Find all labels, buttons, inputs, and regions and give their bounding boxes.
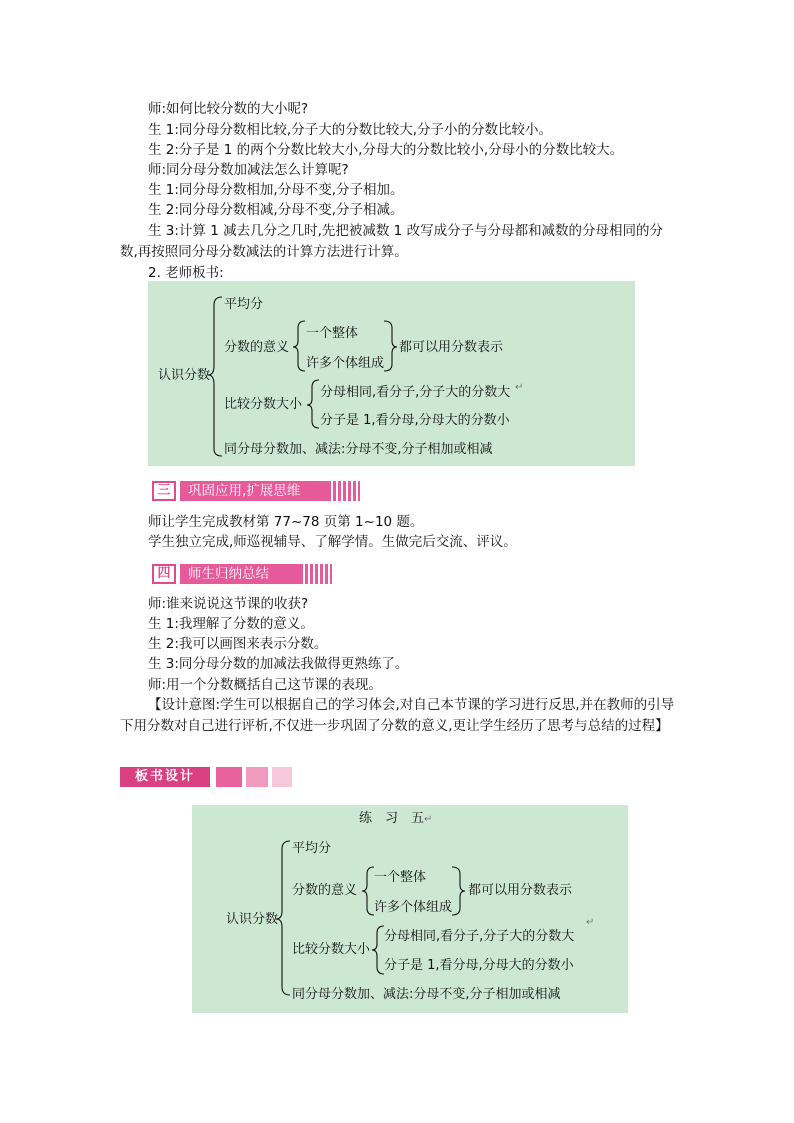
section-4-line-4: 生 3:同分母分数的加减法我做得更熟练了。: [148, 656, 409, 672]
section-4-header: [152, 564, 334, 584]
return-mark: ↵: [586, 917, 595, 928]
dialog-line-6: 生 2:同分母分数相减,分母不变,分子相减。: [148, 202, 404, 218]
deco-square-2: [246, 767, 268, 787]
tree-braces: [148, 281, 635, 466]
tree-item-add-subtract: 同分母分数加、减法:分母不变,分子相加或相减: [224, 442, 493, 457]
tree-result: 都可以用分数表示: [468, 883, 573, 898]
section-4-number: 四: [152, 564, 176, 584]
tree-result: 都可以用分数表示: [399, 340, 504, 355]
dialog-line-2: 生 1:同分母分数相比较,分子大的分数比较大,分子小的分数比较小。: [148, 122, 553, 138]
deco-square-1: [216, 767, 242, 787]
section-3-title: 巩固应用,扩展思维: [180, 481, 328, 501]
tree-sub-whole: 一个整体: [306, 326, 359, 341]
blackboard-heading: 2. 老师板书:: [148, 265, 224, 281]
tree-item-compare: 比较分数大小: [292, 942, 371, 957]
tree-sub-many: 许多个体组成: [374, 900, 453, 915]
section-4-line-2: 生 1:我理解了分数的意义。: [148, 616, 314, 632]
tree-sub-same-denominator: 分母相同,看分子,分子大的分数大: [320, 385, 511, 400]
board-title-text: 练 习 五: [359, 811, 425, 826]
blackboard-box-1: [148, 281, 635, 466]
section-3-line-2: 学生独立完成,师巡视辅导、了解学情。生做完后交流、评议。: [148, 534, 517, 550]
board-design-label: 板书设计: [120, 767, 210, 787]
tree-sub-many: 许多个体组成: [306, 356, 385, 371]
tree-item-average: 平均分: [292, 841, 332, 856]
tree-item-meaning: 分数的意义: [224, 340, 290, 355]
dialog-line-5: 生 1:同分母分数相加,分母不变,分子相加。: [148, 182, 404, 198]
tree-item-add-subtract: 同分母分数加、减法:分母不变,分子相加或相减: [292, 987, 561, 1002]
tree-sub-numerator-one: 分子是 1,看分母,分母大的分数小: [384, 958, 574, 973]
tree-item-meaning: 分数的意义: [292, 883, 358, 898]
section-4-line-3: 生 2:我可以画图来表示分数。: [148, 636, 328, 652]
section-3-header: [152, 481, 362, 501]
tree-root: 认识分数: [158, 368, 211, 383]
design-intent: 【设计意图:学生可以根据自己的学习体会,对自己本节课的学习进行反思,并在教师的引导下用分数对自己进行评析,不仅进一步巩固了分数的意义,更让学生经历了思考与总结的过程】: [120, 697, 675, 734]
dialog-line-1: 师:如何比较分数的大小呢?: [148, 101, 309, 117]
dialog-line-4: 师:同分母分数加减法怎么计算呢?: [148, 162, 349, 178]
tree-root: 认识分数: [226, 912, 279, 927]
section-4-stripes: [300, 564, 332, 584]
dialog-paragraph-7: 生 3:计算 1 减去几分之几时,先把被减数 1 改写成分子与分母都和减数的分母相同的分数,再按照同分母分数减法的计算方法进行计算。: [120, 223, 664, 260]
section-4-line-1: 师:谁来说说这节课的收获?: [148, 596, 309, 612]
section-3-line-1: 师让学生完成教材第 77~78 页第 1~10 题。: [148, 514, 424, 530]
return-mark: ↵: [424, 814, 433, 825]
return-mark: ↵: [515, 382, 524, 393]
deco-square-3: [272, 767, 292, 787]
tree-item-compare: 比较分数大小: [224, 397, 303, 412]
dialog-line-3: 生 2:分子是 1 的两个分数比较大小,分母大的分数比较小,分母小的分数比较大。: [148, 142, 624, 158]
tree-sub-whole: 一个整体: [374, 870, 427, 885]
blackboard-box-2: [192, 805, 628, 1013]
section-4-line-5: 师:用一个分数概括自己这节课的表现。: [148, 677, 383, 693]
tree-item-average: 平均分: [224, 297, 264, 312]
section-4-title: 师生归纳总结: [180, 564, 300, 584]
section-3-stripes: [328, 481, 360, 501]
tree-sub-same-denominator: 分母相同,看分子,分子大的分数大: [384, 929, 575, 944]
section-3-number: 三: [152, 481, 176, 501]
tree-sub-numerator-one: 分子是 1,看分母,分母大的分数小: [320, 413, 510, 428]
